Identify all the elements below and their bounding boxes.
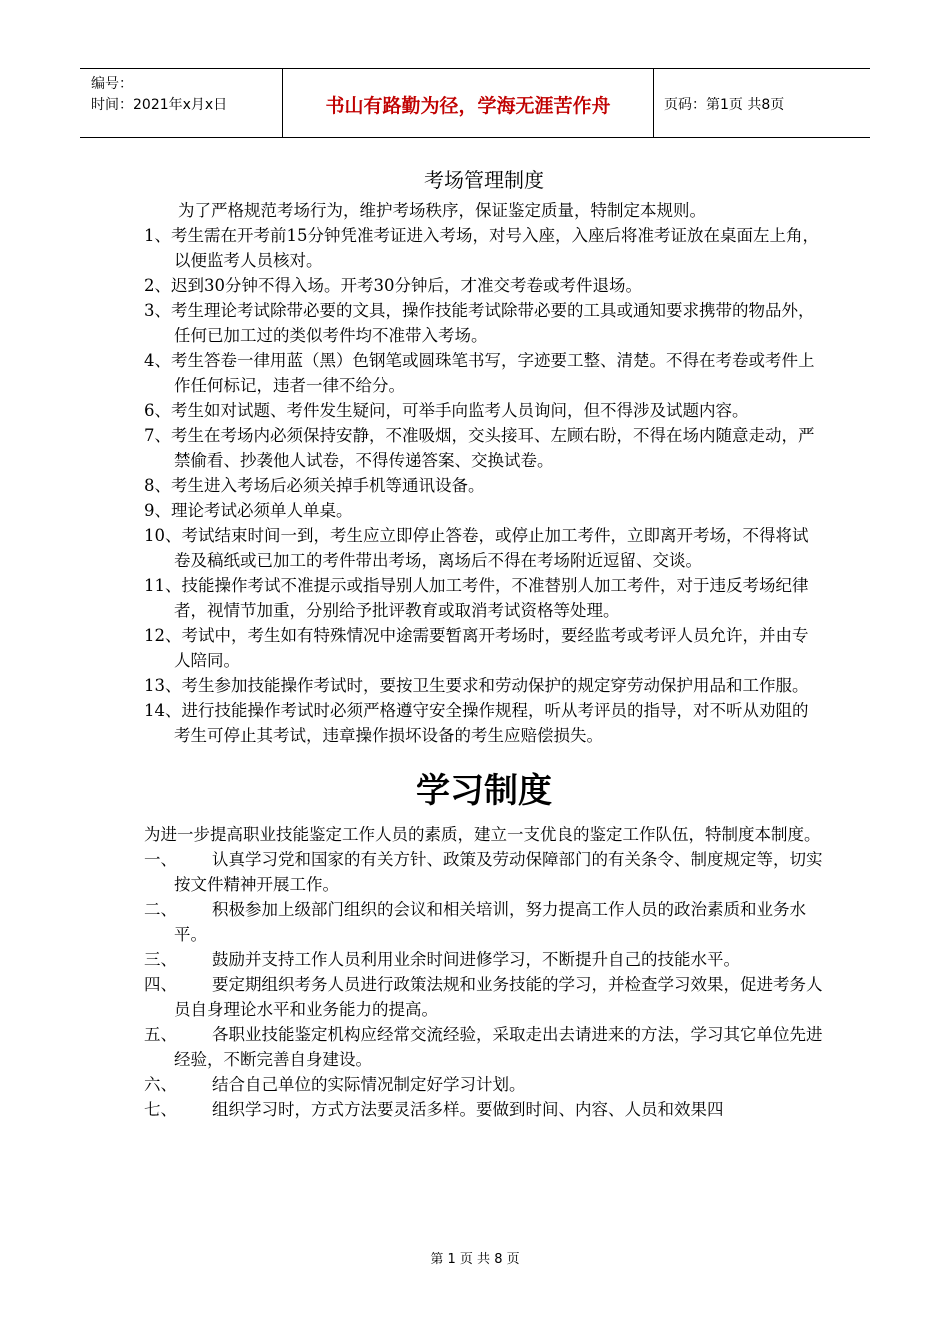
rule-item: 4、考生答卷一律用蓝（黑）色钢笔或圆珠笔书写，字迹要工整、清楚。不得在考卷或考件上作任何标记，违者一律不给分。: [144, 351, 815, 395]
clause-text: 积极参加上级部门组织的会议和相关培训，努力提高工作人员的政治素质和业务水平。: [174, 900, 806, 944]
rule-item: 3、考生理论考试除带必要的文具，操作技能考试除带必要的工具或通知要求携带的物品外，任何已加工过的类似考件均不准带入考场。: [144, 301, 815, 345]
header-page-cell: [654, 69, 870, 137]
section-title-exam-rules: 考场管理制度: [424, 168, 544, 192]
page-header: [80, 68, 870, 138]
document-body: [144, 162, 824, 1122]
clause-number: 一、: [144, 850, 177, 869]
study-clause: [144, 947, 824, 972]
clause-text: 结合自己单位的实际情况制定好学习计划。: [212, 1075, 526, 1094]
header-meta: [80, 69, 283, 137]
study-clause: [144, 1022, 824, 1072]
clause-number: 三、: [144, 950, 177, 969]
rule-item: 11、技能操作考试不准提示或指导别人加工考件，不准替别人加工考件，对于违反考场纪律者，视情节加重，分别给予批评教育或取消考试资格等处理。: [144, 576, 809, 620]
rule-item: 7、考生在考场内必须保持安静，不准吸烟，交头接耳、左顾右盼，不得在场内随意走动，严禁偷看、抄袭他人试卷，不得传递答案、交换试卷。: [144, 426, 815, 470]
clause-number: 五、: [144, 1025, 177, 1044]
clause-number: 四、: [144, 975, 177, 994]
clause-text: 各职业技能鉴定机构应经常交流经验，采取走出去请进来的方法，学习其它单位先进经验，不断完善自身建设。: [174, 1025, 823, 1069]
header-motto-cell: [283, 69, 654, 137]
study-clause: [144, 1097, 824, 1122]
section-intro-study-system: 为进一步提高职业技能鉴定工作人员的素质，建立一支优良的鉴定工作队伍，特制度本制度。: [144, 825, 821, 844]
clause-number: 六、: [144, 1075, 177, 1094]
clause-text: 鼓励并支持工作人员利用业余时间进修学习，不断提升自己的技能水平。: [212, 950, 740, 969]
rule-item: 13、考生参加技能操作考试时，要按卫生要求和劳动保护的规定穿劳动保护用品和工作服。: [144, 676, 809, 695]
page-number-header: 页码：第1页 共8页: [664, 97, 785, 113]
document-code-label: 编号：: [91, 76, 133, 92]
rule-item: 1、考生需在开考前15分钟凭准考证进入考场，对号入座，入座后将准考证放在桌面左上角，以便监考人员核对。: [144, 226, 819, 270]
rule-item: 8、考生进入考场后必须关掉手机等通讯设备。: [144, 476, 485, 495]
study-clause: [144, 897, 824, 947]
document-date: 时间：2021年x月x日: [91, 97, 228, 113]
rule-item: 12、考试中，考生如有特殊情况中途需要暂离开考场时，要经监考或考评人员允许，并由专人陪同。: [144, 626, 809, 670]
clause-text: 认真学习党和国家的有关方针、政策及劳动保障部门的有关条令、制度规定等，切实按文件精神开展工作。: [174, 850, 823, 894]
rule-item: 9、理论考试必须单人单桌。: [144, 501, 353, 520]
clause-text: 要定期组织考务人员进行政策法规和业务技能的学习，并检查学习效果，促进考务人员自身理论水平和业务能力的提高。: [174, 975, 823, 1019]
study-clause: [144, 972, 824, 1022]
section-intro-exam-rules: 为了严格规范考场行为，维护考场秩序，保证鉴定质量，特制定本规则。: [178, 201, 706, 220]
page-footer: 第 1 页 共 8 页: [430, 1252, 520, 1267]
section-title-study-system: 学习制度: [416, 771, 552, 811]
study-clause: [144, 847, 824, 897]
motto: 书山有路勤为径，学海无涯苦作舟: [325, 95, 611, 117]
clause-number: 七、: [144, 1100, 177, 1119]
rule-item: 6、考生如对试题、考件发生疑问，可举手向监考人员询问，但不得涉及试题内容。: [144, 401, 749, 420]
clause-text: 组织学习时，方式方法要灵活多样。要做到时间、内容、人员和效果四: [212, 1100, 724, 1119]
rule-item: 10、考试结束时间一到，考生应立即停止答卷，或停止加工考件，立即离开考场，不得将试卷及稿纸或已加工的考件带出考场，离场后不得在考场附近逗留、交谈。: [144, 526, 809, 570]
rule-item: 14、进行技能操作考试时必须严格遵守安全操作规程，听从考评员的指导，对不听从劝阻的考生可停止其考试，违章操作损坏设备的考生应赔偿损失。: [144, 701, 809, 745]
rule-item: 2、迟到30分钟不得入场。开考30分钟后，才准交考卷或考件退场。: [144, 276, 642, 295]
clause-number: 二、: [144, 900, 177, 919]
study-clause: [144, 1072, 824, 1097]
